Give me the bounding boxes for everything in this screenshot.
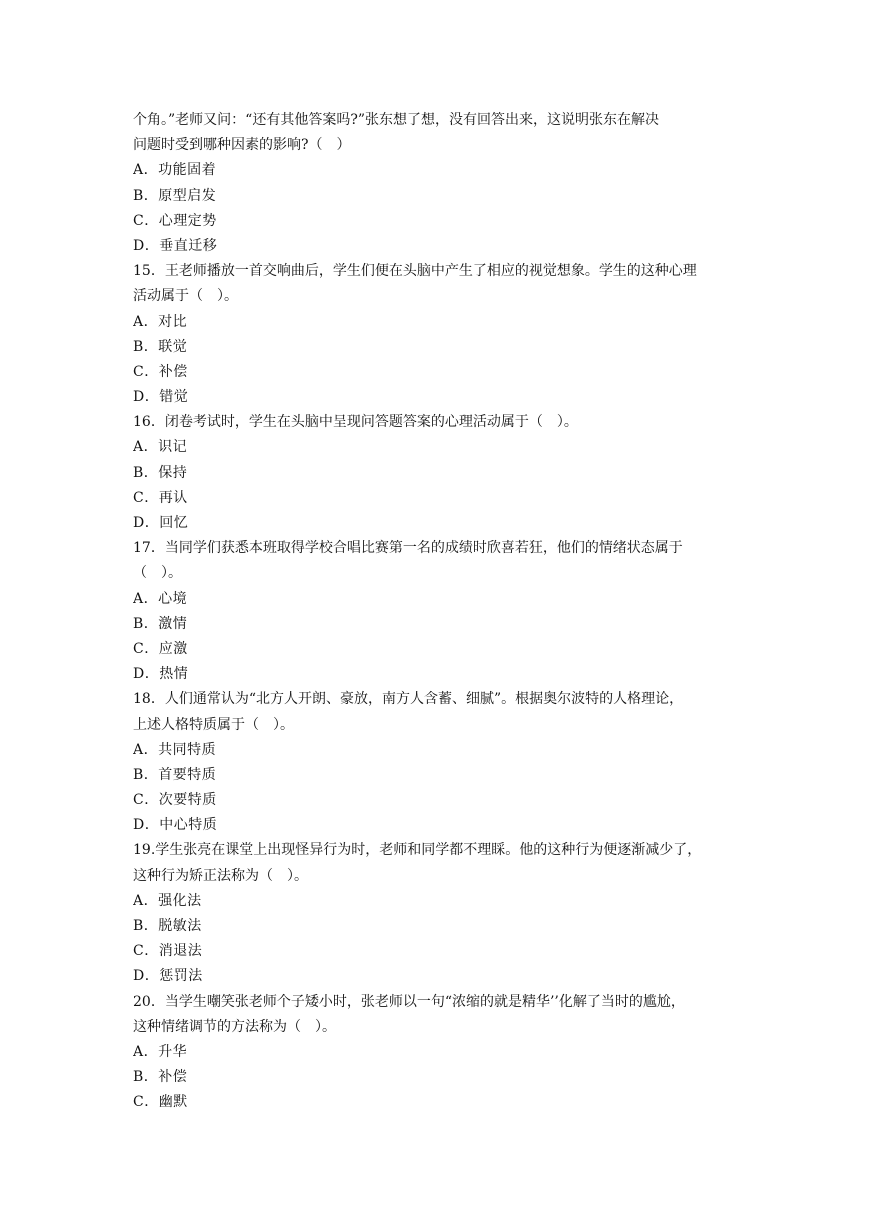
answer-option: A．升华 xyxy=(133,1043,188,1060)
answer-option: B．激情 xyxy=(133,615,188,632)
answer-option: D．中心特质 xyxy=(133,817,218,834)
question-text-line: 上述人格特质属于（ ）。 xyxy=(133,716,294,733)
question-text-line: 这种情绪调节的方法称为（ ）。 xyxy=(133,1018,336,1035)
question-text-line: 19.学生张亮在课堂上出现怪异行为时，老师和同学都不理睬。他的这种行为便逐渐减少了， xyxy=(133,842,702,859)
answer-option: B．保持 xyxy=(133,464,188,481)
answer-option: D．错觉 xyxy=(133,389,189,406)
answer-option: A．强化法 xyxy=(133,892,202,909)
answer-option: A．心境 xyxy=(133,590,188,607)
answer-option: A．对比 xyxy=(133,313,188,330)
answer-option: B．原型启发 xyxy=(133,187,217,204)
answer-option: C．心理定势 xyxy=(133,212,217,229)
answer-option: D．惩罚法 xyxy=(133,968,203,985)
question-text-line: 问题时受到哪种因素的影响?（ ） xyxy=(133,137,351,154)
answer-option: D．热情 xyxy=(133,666,189,683)
question-text-line: 16．闭卷考试时，学生在头脑中呈现问答题答案的心理活动属于（ ）。 xyxy=(133,414,578,431)
answer-option: D．回忆 xyxy=(133,515,189,531)
answer-option: C．应激 xyxy=(133,640,188,657)
question-text-line: 15．王老师播放一首交响曲后，学生们便在头脑中产生了相应的视觉想象。学生的这种心理 xyxy=(133,263,697,280)
question-text-line: 17．当同学们获悉本班取得学校合唱比赛第一名的成绩时欣喜若狂，他们的情绪状态属于 xyxy=(133,540,683,557)
answer-option: D．垂直迁移 xyxy=(133,237,218,254)
answer-option: B．补偿 xyxy=(133,1069,188,1086)
answer-option: B．脱敏法 xyxy=(133,918,202,934)
answer-option: C．幽默 xyxy=(133,1094,188,1111)
answer-option: A．共同特质 xyxy=(133,741,217,758)
document-page xyxy=(133,108,743,1116)
answer-option: A．功能固着 xyxy=(133,162,217,179)
question-text-line: 个角。”老师又问：“还有其他答案吗?”张东想了想，没有回答出来，这说明张东在解决 xyxy=(133,112,659,128)
question-text-line: （ ）。 xyxy=(133,565,182,582)
question-text-line: 活动属于（ ）。 xyxy=(133,288,238,305)
answer-option: A．识记 xyxy=(133,439,188,456)
answer-option: B．首要特质 xyxy=(133,766,217,783)
answer-option: B．联觉 xyxy=(133,338,188,355)
answer-option: C．次要特质 xyxy=(133,792,217,809)
answer-option: C．消退法 xyxy=(133,943,203,960)
question-text-line: 这种行为矫正法称为（ ）。 xyxy=(133,867,308,884)
question-text-line: 20．当学生嘲笑张老师个子矮小时，张老师以一句“浓缩的就是精华’’化解了当时的尴尬， xyxy=(133,993,685,1010)
answer-option: C．补偿 xyxy=(133,363,188,380)
answer-option: C．再认 xyxy=(133,489,188,506)
question-text-line: 18．人们通常认为“北方人开朗、豪放，南方人含蓄、细腻”。根据奥尔波特的人格理论， xyxy=(133,691,684,708)
